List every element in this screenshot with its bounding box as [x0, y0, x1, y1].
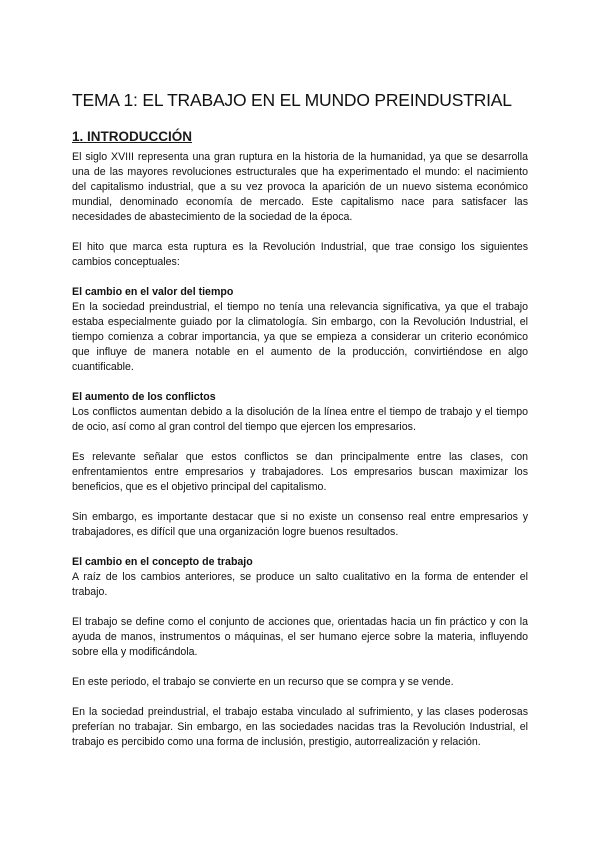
subheading-valor-tiempo: El cambio en el valor del tiempo — [72, 286, 234, 298]
body-paragraph: El trabajo se define como el conjunto de acciones que, orientadas hacia un fin práctico y con la ayuda de manos, instrumentos o máquinas, el ser humano ejerce sobre la materia, influyendo sobre ella y modificándola. — [72, 616, 528, 658]
body-paragraph: Los conflictos aumentan debido a la disolución de la línea entre el tiempo de trabajo y el tiempo de ocio, así como al gran control del tiempo que ejercen los empresarios. — [72, 406, 528, 433]
body-paragraph: Sin embargo, es importante destacar que si no existe un consenso real entre empresarios y trabajadores, es difícil que una organización logre buenos resultados. — [72, 511, 528, 538]
body-paragraph: A raíz de los cambios anteriores, se produce un salto cualitativo en la forma de entender el trabajo. — [72, 571, 528, 598]
body-paragraph: En este periodo, el trabajo se convierte en un recurso que se compra y se vende. — [72, 676, 454, 688]
subheading-conflictos: El aumento de los conflictos — [72, 391, 216, 403]
intro-paragraph: El hito que marca esta ruptura es la Revolución Industrial, que trae consigo los siguientes cambios conceptuales: — [72, 241, 528, 268]
body-paragraph: Es relevante señalar que estos conflictos se dan principalmente entre las clases, con enfrentamientos entre empresarios y trabajadores. Los empresarios buscan maximizar los beneficios, que es el objetivo principal del capitalismo. — [72, 451, 528, 493]
intro-paragraph: El siglo XVIII representa una gran ruptura en la historia de la humanidad, ya que se desarrolla una de las mayores revoluciones estructurales que ha experimentado el mundo: el nacimiento del capitalismo industrial, que a su vez provoca la aparición de un nuevo sistema económico mundial, denominado economía de mercado. Este capitalismo nace para satisfacer las necesidades de abastecimiento de la sociedad de la época. — [72, 151, 528, 223]
body-paragraph: En la sociedad preindustrial, el tiempo no tenía una relevancia significativa, ya que el trabajo estaba especialmente guiado por la climatología. Sin embargo, con la Revolución Industrial, el tiempo comienza a cobrar importancia, ya que se empieza a considerar un criterio económico que influye de manera notable en el aumento de la producción, convirtiéndose en algo cuantificable. — [72, 301, 528, 373]
document-page — [72, 90, 528, 750]
body-paragraph: En la sociedad preindustrial, el trabajo estaba vinculado al sufrimiento, y las clases poderosas preferían no trabajar. Sin embargo, en las sociedades nacidas tras la Revolución Industrial, el trabajo es percibido como una forma de inclusión, prestigio, autorrealización y relación. — [72, 706, 528, 748]
page-title: TEMA 1: EL TRABAJO EN EL MUNDO PREINDUSTRIAL — [72, 90, 512, 110]
subheading-concepto-trabajo: El cambio en el concepto de trabajo — [72, 556, 253, 568]
section-heading-introduccion: 1. INTRODUCCIÓN — [72, 129, 193, 144]
